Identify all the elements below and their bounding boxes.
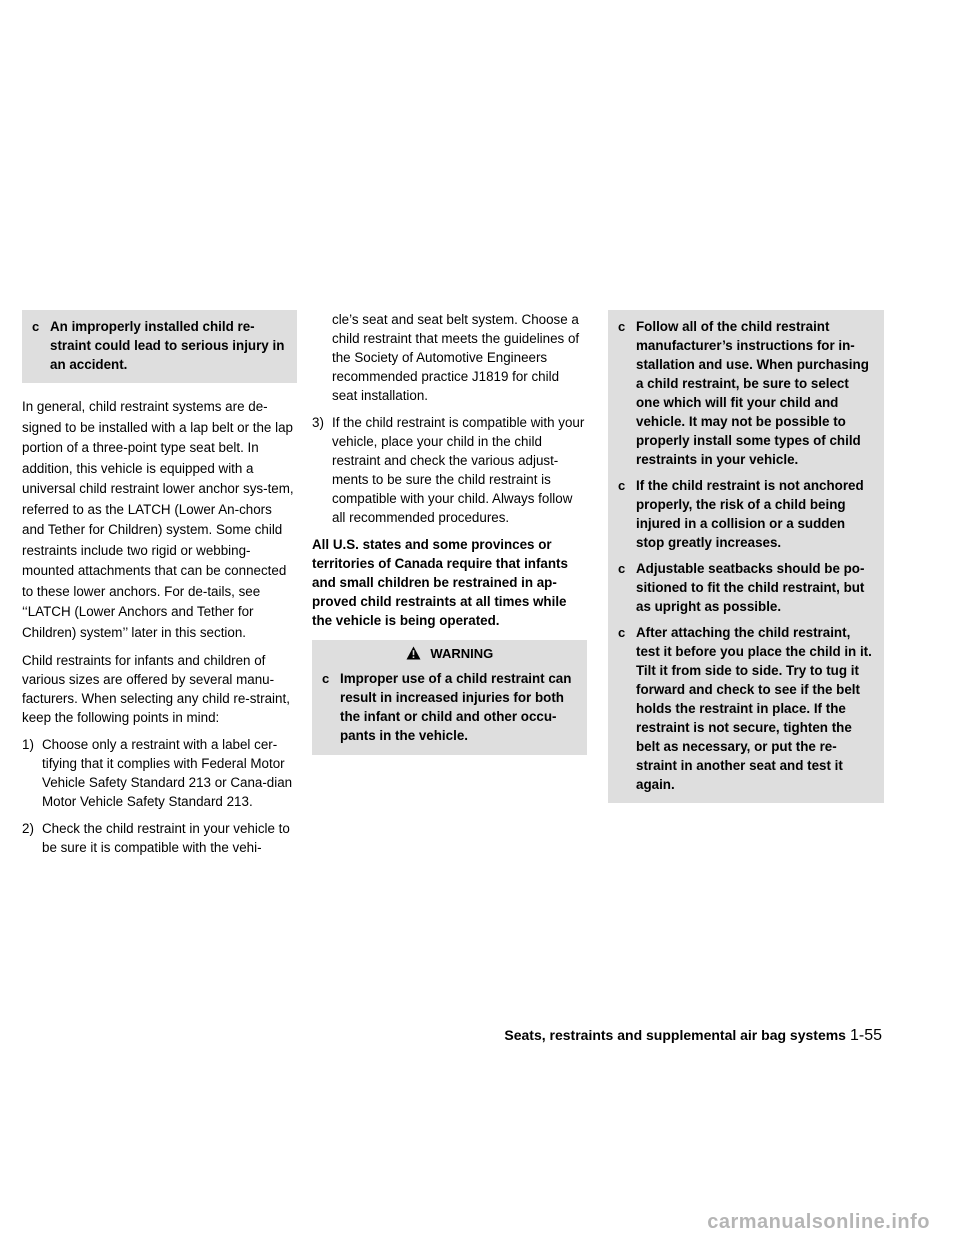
caution-bullet-1 <box>618 317 874 469</box>
step-2-number: 2) <box>22 821 34 836</box>
caution-box <box>22 310 297 383</box>
warning-title: WARNING <box>430 646 494 661</box>
page-footer <box>504 1027 882 1045</box>
caution-text-2: If the child restraint is not anchored properly, the risk of a child being injured in a collision or a sudden stop greatly increases. <box>636 478 864 550</box>
caution-bullet-4 <box>618 623 874 794</box>
caution-text-4: After attaching the child restraint, test it before you place the child in it. Tilt it from side to side. Try to tug it forward and check to see if the belt holds the restraint in place. If the restraint is not secure, tighten the belt as necessary, or put the re-straint in another seat and test it again. <box>636 625 872 792</box>
step-3-text: If the child restraint is compatible with your vehicle, place your child in the child restraint and check the various adjust-ments to be sure the child restraint is compatible with your child. Always follow all recommended procedures. <box>332 415 585 525</box>
legal-requirement-paragraph: All U.S. states and some provinces or territories of Canada require that infants and small children be restrained in ap-proved child restraints at all times while the vehicle is being operated. <box>312 537 568 628</box>
caution-list-box <box>608 310 884 803</box>
warning-triangle-icon <box>406 646 421 660</box>
bullet-mark: c <box>618 561 626 576</box>
caution-text-3: Adjustable seatbacks should be po-sitioned to fit the child restraint, but as upright as possible. <box>636 561 865 614</box>
intro-paragraph: In general, child restraint systems are de-signed to be installed with a lap belt or the lap portion of a three-point type seat belt. In addition, this vehicle is equipped with a universal child restraint lower anchor sys-tem, referred to as the LATCH (Lower An-chors and Tether for Children) system. Some child restraints include two rigid or webbing-mounted attachments that can be connected to these lower anchors. For de-tails, see ‘‘LATCH (Lower Anchors and Tether for Children) system’’ later in this section. <box>22 399 294 640</box>
warning-text: Improper use of a child restraint can result in increased injuries for both the infant or child and other occu-pants in the vehicle. <box>340 671 572 743</box>
selection-paragraph: Child restraints for infants and children of various sizes are offered by several manu-facturers. When selecting any child re-straint, keep the following points in mind: <box>22 653 290 725</box>
warning-bullet <box>322 669 577 745</box>
bullet-mark: c <box>618 625 626 640</box>
caution-bullet-3 <box>618 559 874 616</box>
step-3-number: 3) <box>312 415 324 430</box>
watermark: carmanualsonline.info <box>707 1211 930 1233</box>
step-1-number: 1) <box>22 737 34 752</box>
caution-text: An improperly installed child re-straint could lead to serious injury in an accident. <box>50 319 285 372</box>
step-1-text: Choose only a restraint with a label cer-tifying that it complies with Federal Motor Vehicle Safety Standard 213 or Cana-dian Motor Vehicle Safety Standard 213. <box>42 737 293 809</box>
column-left <box>22 310 297 865</box>
warning-header <box>322 644 577 663</box>
column-right <box>608 310 884 803</box>
step-2-continued: cle’s seat and seat belt system. Choose a child restraint that meets the guidelines of the Society of Automotive Engineers recommended practice J1819 for child seat installation. <box>332 312 580 403</box>
warning-box <box>312 640 587 755</box>
caution-bullet-2 <box>618 476 874 552</box>
step-2 <box>22 819 297 857</box>
bullet-mark: c <box>618 478 626 493</box>
bullet-mark: c <box>32 319 40 334</box>
bullet-mark: c <box>618 319 626 334</box>
step-2-text: Check the child restraint in your vehicle to be sure it is compatible with the vehi- <box>42 821 290 855</box>
caution-text-1: Follow all of the child restraint manufacturer’s instructions for in-stallation and use. When purchasing a child restraint, be sure to select one which will fit your child and vehicle. It may not be possible to properly install some types of child restraints in your vehicle. <box>636 319 869 467</box>
section-title: Seats, restraints and supplemental air bag systems <box>504 1027 846 1043</box>
page-number: 1-55 <box>849 1027 882 1044</box>
step-3 <box>312 413 587 527</box>
column-middle <box>312 310 587 755</box>
caution-bullet <box>32 317 287 374</box>
bullet-mark: c <box>322 671 330 686</box>
step-1 <box>22 735 297 811</box>
